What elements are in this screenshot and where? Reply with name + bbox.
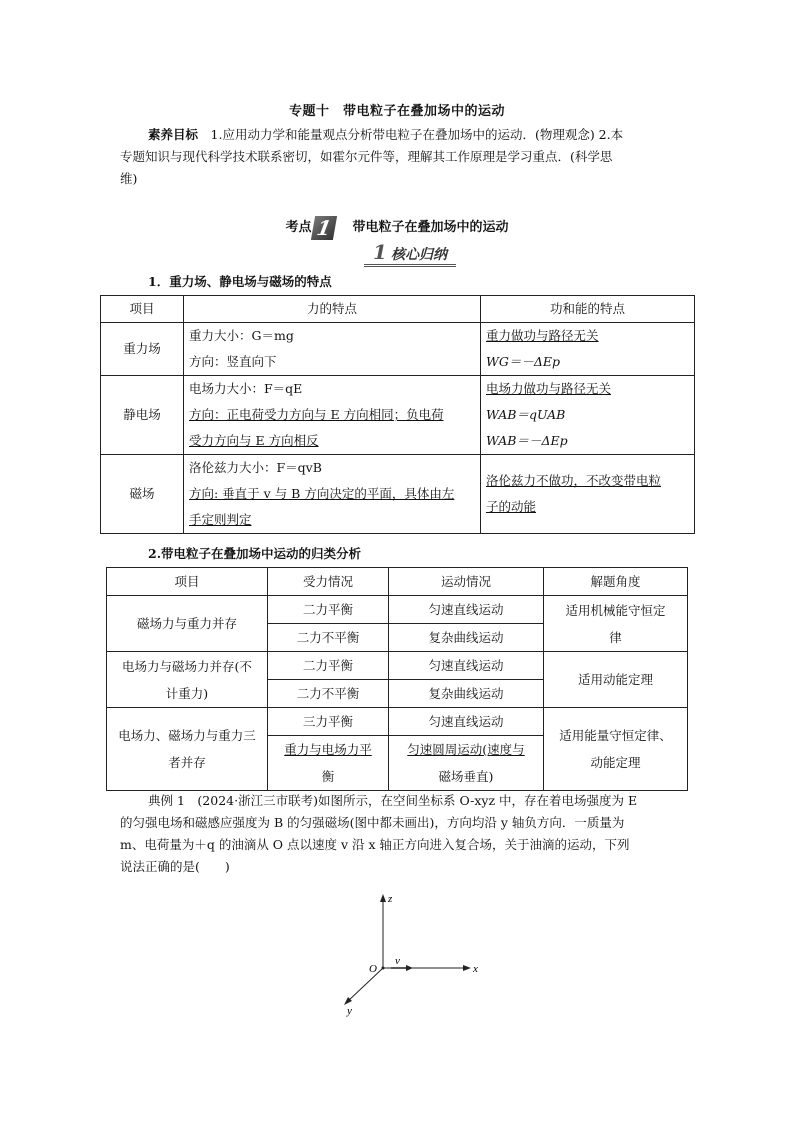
motion-cell: 匀速直线运动 [389, 652, 544, 680]
force-line: 方向：竖直向下 [189, 354, 277, 369]
example-line4: 说法正确的是( ) [120, 859, 230, 874]
table-row [107, 708, 688, 736]
page-title: 专题十 带电粒子在叠加场中的运动 [288, 104, 505, 119]
table-header-cell: 力的特点 [184, 296, 481, 323]
row-name: 磁场 [101, 455, 184, 534]
example-line3: m、电荷量为＋q 的油滴从 O 点以速度 v 沿 x 轴正方向进入复合场，关于油滴的运动，下列 [120, 837, 630, 852]
table-row [101, 376, 695, 455]
classification-table [106, 567, 688, 791]
item-cell [107, 652, 268, 708]
goals-line1: 1.应用动力学和能量观点分析带电粒子在叠加场中的运动．(物理观念) 2.本 [210, 127, 624, 142]
force-cell [184, 376, 481, 455]
angle-cell: 适用动能定理 [544, 652, 688, 708]
energy-cell [481, 323, 695, 376]
force-line: 手定则判定 [189, 512, 252, 527]
goals-line3: 维) [120, 171, 138, 186]
z-label: z [388, 893, 393, 905]
y-axis [347, 968, 383, 1002]
energy-line: 洛伦兹力不做功，不改变带电粒 [486, 473, 662, 488]
example-line1: 典例 1 (2024·浙江三市联考)如图所示，在空间坐标系 O-xyz 中，存在着电场强度为 E [148, 793, 638, 808]
v-label: v [395, 955, 400, 967]
force-cell: 二力平衡 [268, 652, 389, 680]
energy-line: 子的动能 [486, 499, 537, 514]
angle-line: 适用机械能守恒定 [565, 602, 666, 618]
angle-line: 动能定理 [590, 755, 641, 770]
table-header-row [107, 568, 688, 596]
origin-label: O [369, 963, 377, 975]
core-number: 1 [373, 240, 387, 264]
force-line: 方向：正电荷受力方向与 E 方向相同；负电荷 [189, 407, 444, 422]
energy-line: WAB＝－ΔEp [486, 433, 568, 448]
force-line: 衡 [321, 769, 335, 784]
angle-line: 律 [609, 629, 622, 645]
force-line: 方向: 垂直于 v 与 B 方向决定的平面，具体由左 [189, 486, 455, 501]
motion-cell: 匀速直线运动 [389, 708, 544, 736]
kaodian-prefix: 考点 [285, 220, 312, 235]
force-line: 电场力大小：F＝qE [189, 381, 303, 396]
y-label: y [347, 1005, 352, 1017]
table-header-cell: 功和能的特点 [481, 296, 695, 323]
motion-cell [389, 736, 544, 791]
motion-cell: 复杂曲线运动 [389, 624, 544, 652]
section1-heading: 1．重力场、静电场与磁场的特点 [148, 274, 332, 289]
table-header-cell: 项目 [101, 296, 184, 323]
item-line: 者并存 [168, 755, 206, 770]
angle-cell [544, 708, 688, 791]
core-label: 核心归纳 [390, 247, 447, 263]
table-header-cell: 解题角度 [544, 568, 688, 596]
x-arrowhead-icon [463, 965, 471, 971]
section2-heading: 2.带电粒子在叠加场中运动的归类分析 [148, 546, 362, 561]
motion-line: 磁场垂直) [438, 769, 494, 784]
force-cell [184, 455, 481, 534]
example-line2: 的匀强电场和磁感应强度为 B 的匀强磁场(图中都未画出)，方向均沿 y 轴负方向．一质量为 [120, 815, 625, 830]
angle-line: 适用能量守恒定律、 [559, 728, 672, 743]
core-summary-banner [364, 240, 456, 267]
item-line: 电场力、磁场力与重力三 [118, 728, 256, 743]
force-cell [184, 323, 481, 376]
kaodian-title: 带电粒子在叠加场中的运动 [352, 220, 509, 235]
energy-line: WG＝－ΔEp [486, 354, 560, 369]
x-label: x [473, 963, 478, 975]
force-line: 受力方向与 E 方向相反 [189, 433, 319, 448]
energy-cell [481, 455, 695, 534]
goals-line2: 专题知识与现代科学技术联系密切，如霍尔元件等，理解其工作原理是学习重点．(科学思 [120, 149, 613, 164]
example-paragraph [120, 790, 680, 878]
motion-cell: 匀速直线运动 [389, 596, 544, 624]
energy-line: 电场力做功与路径无关 [486, 381, 612, 396]
motion-cell: 复杂曲线运动 [389, 680, 544, 708]
table-header-cell: 项目 [107, 568, 268, 596]
z-arrowhead-icon [380, 894, 386, 902]
force-line: 重力与电场力平 [284, 742, 372, 757]
kaodian-number-badge: 1 [311, 216, 337, 240]
table-header-row [101, 296, 695, 323]
force-line: 洛伦兹力大小：F＝qvB [189, 460, 322, 475]
kaodian-heading [0, 216, 794, 240]
row-name: 重力场 [101, 323, 184, 376]
item-line: 电场力与磁场力并存(不 [122, 658, 252, 674]
force-cell: 三力平衡 [268, 708, 389, 736]
force-cell [268, 736, 389, 791]
energy-line: 重力做功与路径无关 [486, 328, 599, 343]
fields-table [100, 295, 695, 534]
velocity-arrowhead-icon [406, 965, 413, 971]
force-cell: 二力平衡 [268, 596, 389, 624]
table-row [107, 596, 688, 624]
item-line: 计重力) [165, 685, 209, 701]
motion-line: 匀速圆周运动(速度与 [407, 742, 525, 757]
row-name: 静电场 [101, 376, 184, 455]
item-cell: 磁场力与重力并存 [107, 596, 268, 652]
table-header-cell: 运动情况 [389, 568, 544, 596]
force-cell: 二力不平衡 [268, 624, 389, 652]
table-row [101, 323, 695, 376]
energy-cell [481, 376, 695, 455]
table-row [107, 652, 688, 680]
force-line: 重力大小：G＝mg [189, 328, 294, 343]
table-row [101, 455, 695, 534]
item-cell [107, 708, 268, 791]
force-cell: 二力不平衡 [268, 680, 389, 708]
goals-label: 素养目标 [148, 127, 199, 142]
goals-paragraph [120, 124, 680, 190]
angle-cell [544, 596, 688, 652]
coordinate-figure [335, 888, 495, 1018]
energy-line: WAB＝qUAB [486, 407, 566, 422]
origin-point [382, 967, 385, 970]
table-header-cell: 受力情况 [268, 568, 389, 596]
